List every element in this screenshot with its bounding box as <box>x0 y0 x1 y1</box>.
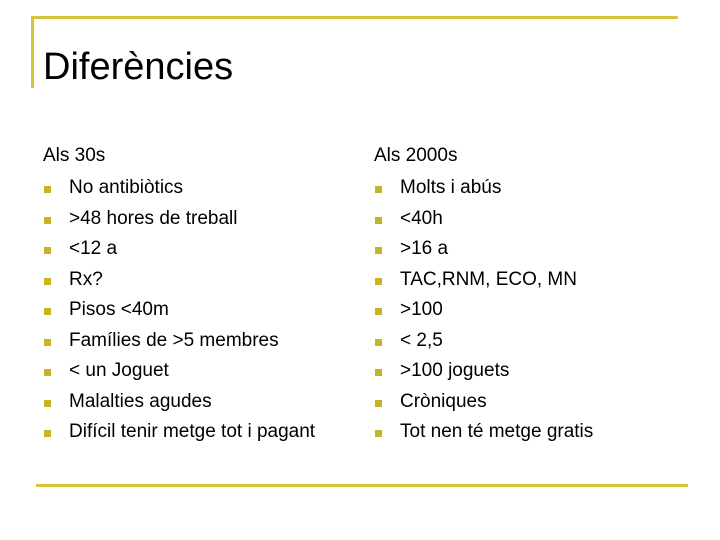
list-item-text: Cròniques <box>400 390 487 412</box>
square-bullet-icon <box>375 400 382 407</box>
square-bullet-icon <box>375 339 382 346</box>
square-bullet-icon <box>44 430 51 437</box>
square-bullet-icon <box>375 308 382 315</box>
slide-title: Diferències <box>43 46 234 88</box>
right-column <box>374 143 674 448</box>
list-item <box>374 265 674 296</box>
list-item <box>374 417 674 448</box>
list-item <box>43 173 353 204</box>
list-item <box>43 295 353 326</box>
left-column-heading: Als 30s <box>43 145 106 166</box>
square-bullet-icon <box>44 278 51 285</box>
frame-left-line <box>31 16 34 88</box>
list-item-text: Difícil tenir metge tot i pagant <box>69 421 316 442</box>
square-bullet-icon <box>44 369 51 376</box>
list-item-text: <12 a <box>69 238 118 259</box>
list-item-text: >100 <box>400 299 443 320</box>
list-item-text: Tot nen té metge gratis <box>400 421 594 442</box>
square-bullet-icon <box>44 247 51 254</box>
square-bullet-icon <box>375 430 382 437</box>
right-column-heading: Als 2000s <box>374 145 458 166</box>
list-item-text: No antibiòtics <box>69 177 184 198</box>
square-bullet-icon <box>375 278 382 285</box>
left-column <box>43 143 353 448</box>
square-bullet-icon <box>44 339 51 346</box>
list-item <box>43 265 353 296</box>
list-item-text: < 2,5 <box>400 329 443 351</box>
square-bullet-icon <box>375 217 382 224</box>
list-item <box>43 204 353 235</box>
list-item <box>374 326 674 357</box>
list-item-text: Pisos <40m <box>69 299 169 320</box>
square-bullet-icon <box>44 308 51 315</box>
square-bullet-icon <box>44 400 51 407</box>
list-item <box>374 173 674 204</box>
right-bullet-list <box>374 173 674 448</box>
list-item <box>374 234 674 265</box>
list-item <box>43 417 353 448</box>
list-item-text: Famílies de >5 membres <box>69 329 279 351</box>
list-item-text: >100 joguets <box>400 360 510 381</box>
list-item-text: TAC,RNM, ECO, MN <box>400 268 577 290</box>
list-item-text: Rx? <box>69 268 103 290</box>
square-bullet-icon <box>44 186 51 193</box>
list-item <box>374 356 674 387</box>
list-item <box>43 234 353 265</box>
list-item-text: >16 a <box>400 238 449 259</box>
square-bullet-icon <box>375 247 382 254</box>
frame-bottom-line <box>36 484 688 487</box>
square-bullet-icon <box>375 186 382 193</box>
list-item <box>43 326 353 357</box>
list-item <box>374 204 674 235</box>
list-item <box>374 387 674 418</box>
list-item-text: >48 hores de treball <box>69 207 238 229</box>
list-item <box>43 387 353 418</box>
square-bullet-icon <box>44 217 51 224</box>
frame-top-line <box>31 16 678 19</box>
list-item <box>374 295 674 326</box>
list-item-text: Malalties agudes <box>69 390 212 412</box>
list-item-text: Molts i abús <box>400 177 502 198</box>
list-item-text: <40h <box>400 207 443 229</box>
list-item <box>43 356 353 387</box>
list-item-text: < un Joguet <box>69 360 169 381</box>
left-bullet-list <box>43 173 353 448</box>
square-bullet-icon <box>375 369 382 376</box>
